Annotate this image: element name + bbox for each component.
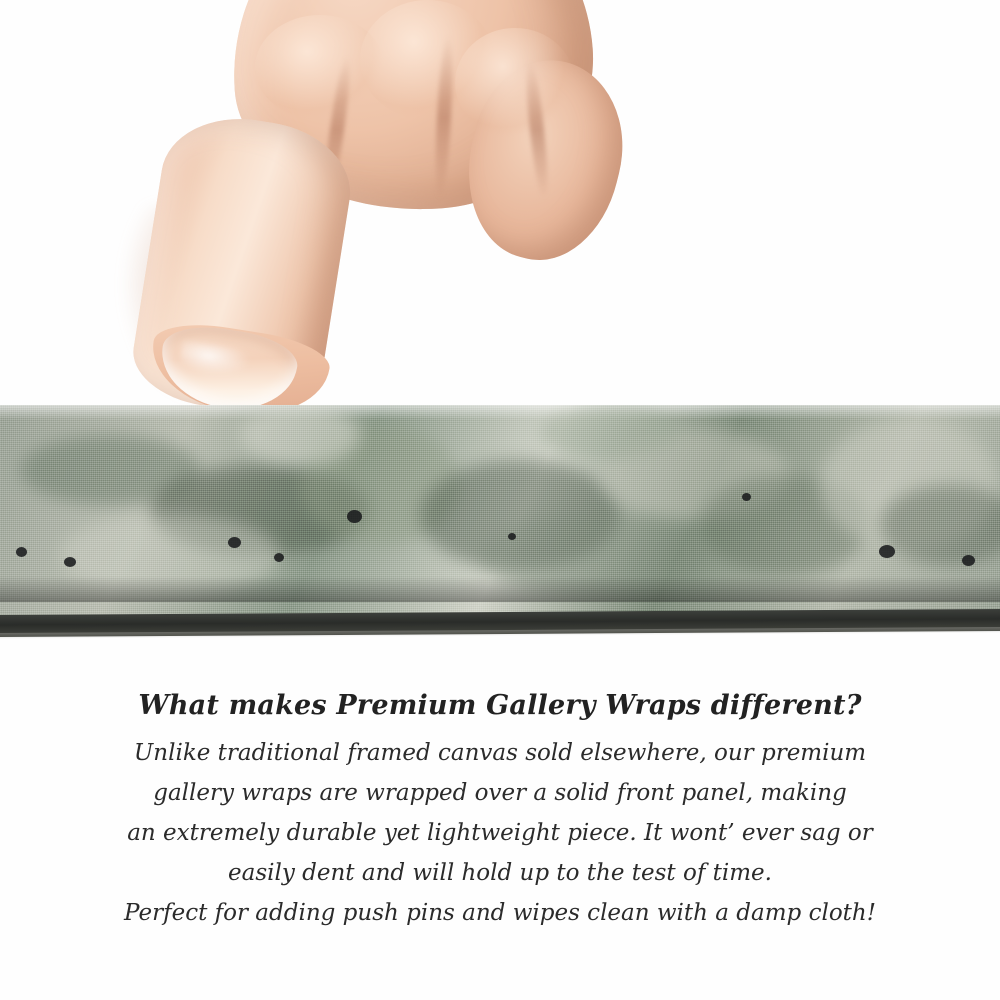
caption-line: easily dent and will hold up to the test of time. <box>228 860 772 886</box>
caption-block <box>0 690 1000 933</box>
caption-heading: What makes Premium Gallery Wraps different? <box>138 690 862 721</box>
canvas-speck <box>64 557 76 567</box>
canvas-speck <box>962 555 975 566</box>
knuckle-highlight <box>455 28 575 138</box>
canvas-speck <box>508 533 516 540</box>
canvas-edge-band <box>0 405 1000 620</box>
caption-line: Unlike traditional framed canvas sold elsewhere, our premium <box>133 740 867 766</box>
caption-line: an extremely durable yet lightweight piece. It wont’ ever sag or <box>127 820 873 846</box>
canvas-speck <box>228 537 241 548</box>
canvas-speck <box>347 510 362 523</box>
canvas-speck <box>879 545 895 558</box>
caption-line: gallery wraps are wrapped over a solid front panel, making <box>153 780 847 806</box>
canvas-speck <box>16 547 27 557</box>
band-bottom-shade <box>0 576 1000 602</box>
canvas-speck <box>274 553 284 562</box>
canvas-speck <box>742 493 751 501</box>
caption-line: Perfect for adding push pins and wipes clean with a damp cloth! <box>124 900 876 926</box>
hand-illustration <box>0 0 1000 410</box>
